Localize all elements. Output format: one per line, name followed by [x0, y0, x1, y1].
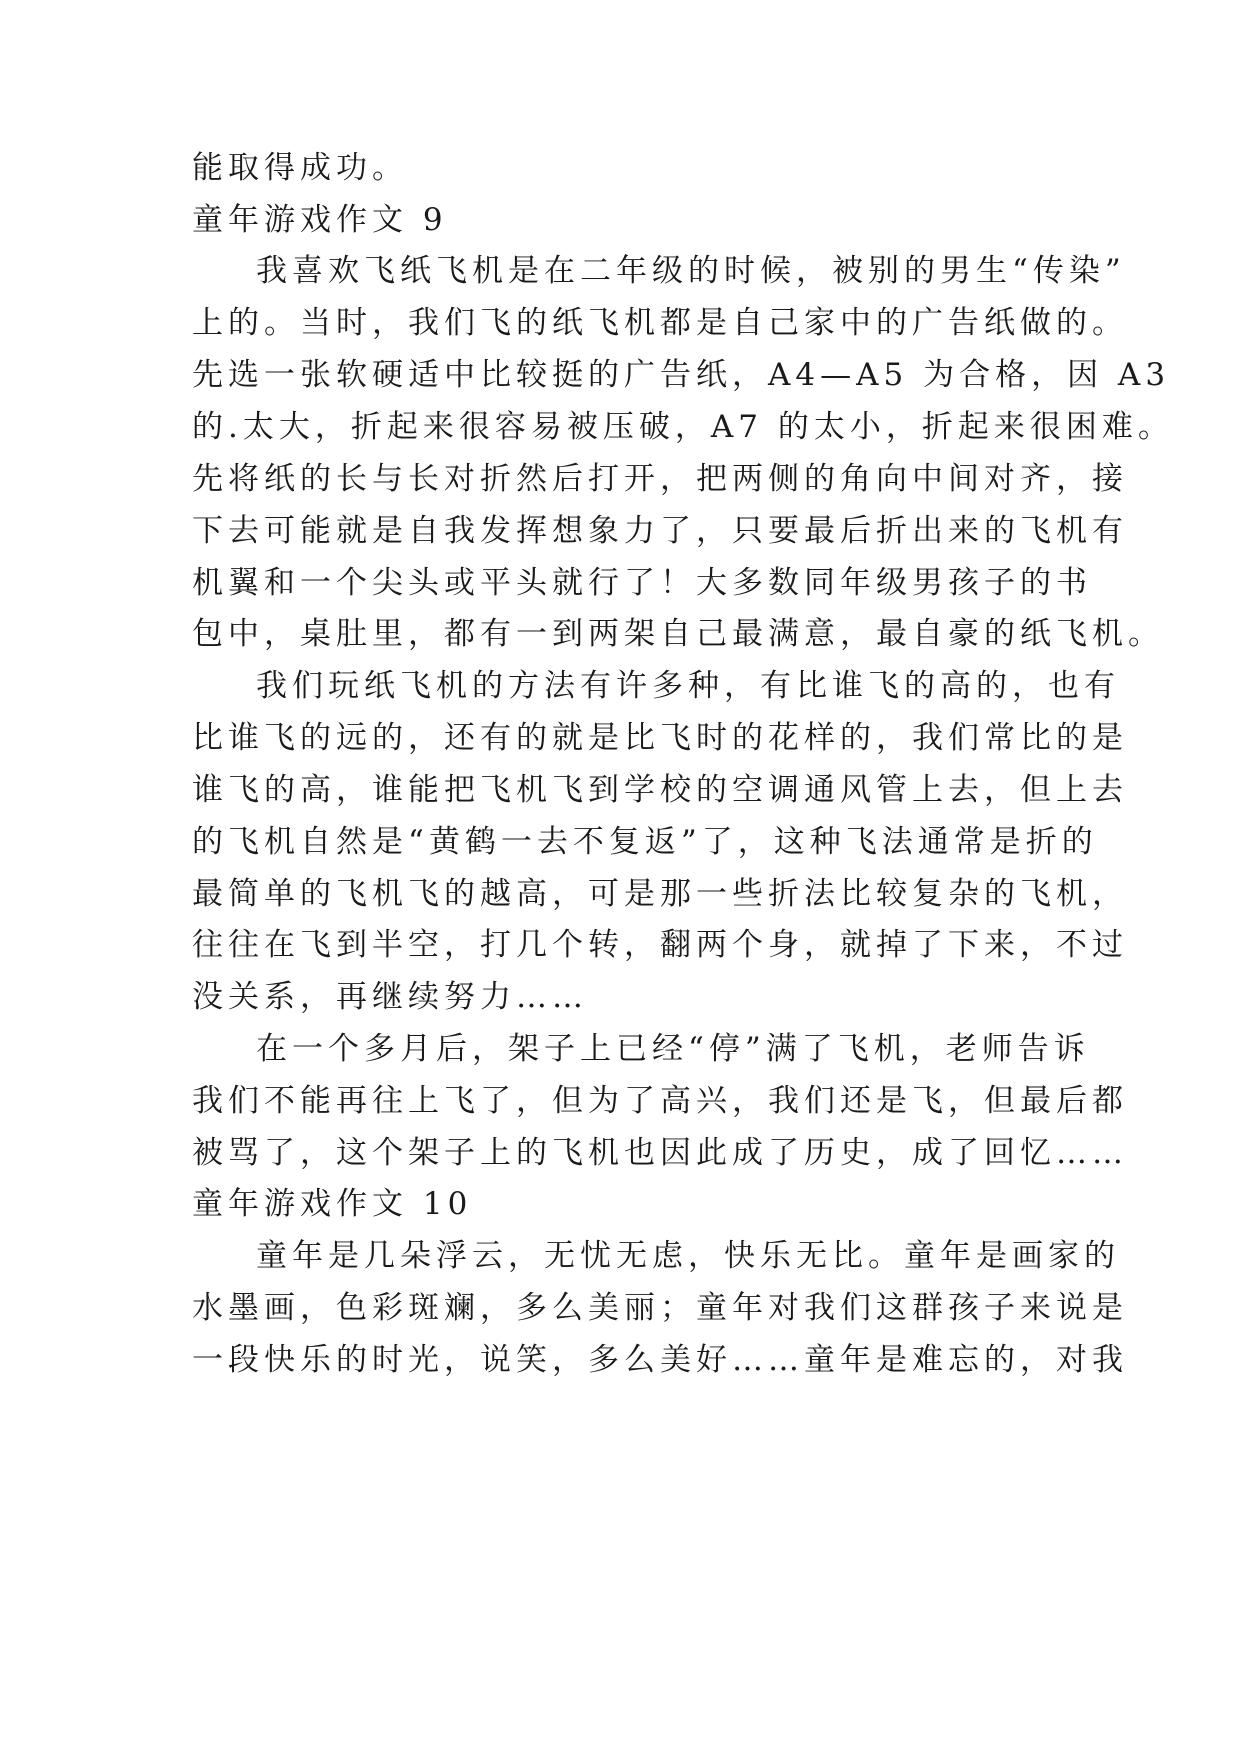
text-line: 最简单的飞机飞的越高，可是那一些折法比较复杂的飞机，: [192, 876, 1128, 912]
text-line: 先选一张软硬适中比较挺的广告纸，A4—A5 为合格，因 A3: [192, 357, 1171, 393]
text-line: 下去可能就是自我发挥想象力了，只要最后折出来的飞机有: [192, 513, 1128, 549]
text-line: 童年是几朵浮云，无忧无虑，快乐无比。童年是画家的: [256, 1238, 1120, 1274]
text-line: 一段快乐的时光，说笑，多么美好……童年是难忘的，对我: [192, 1342, 1128, 1378]
text-line: 上的。当时，我们飞的纸飞机都是自己家中的广告纸做的。: [192, 305, 1128, 341]
text-line: 没关系，再继续努力……: [192, 979, 588, 1015]
text-line: 往往在飞到半空，打几个转，翻两个身，就掉了下来，不过: [192, 927, 1128, 963]
text-line: 先将纸的长与长对折然后打开，把两侧的角向中间对齐，接: [192, 461, 1128, 497]
text-line: 我喜欢飞纸飞机是在二年级的时候，被别的男生“传染”: [256, 253, 1126, 289]
text-line: 机翼和一个尖头或平头就行了！大多数同年级男孩子的书: [192, 565, 1092, 601]
text-line: 比谁飞的远的，还有的就是比飞时的花样的，我们常比的是: [192, 720, 1128, 756]
text-line: 能取得成功。: [192, 150, 408, 186]
text-line: 我们不能再往上飞了，但为了高兴，我们还是飞，但最后都: [192, 1083, 1128, 1119]
text-line: 谁飞的高，谁能把飞机飞到学校的空调通风管上去，但上去: [192, 772, 1128, 808]
text-line: 包中，桌肚里，都有一到两架自己最满意，最自豪的纸飞机。: [192, 616, 1164, 652]
text-line: 我们玩纸飞机的方法有许多种，有比谁飞的高的，也有: [256, 668, 1120, 704]
section-heading: 童年游戏作文 10: [192, 1186, 473, 1222]
section-heading: 童年游戏作文 9: [192, 202, 448, 238]
text-line: 的飞机自然是“黄鹤一去不复返”了，这种飞法通常是折的: [192, 824, 1098, 860]
text-line: 的.太大，折起来很容易被压破，A7 的太小，折起来很困难。: [192, 409, 1174, 445]
text-line: 被骂了，这个架子上的飞机也因此成了历史，成了回忆……: [192, 1135, 1128, 1171]
text-line: 水墨画，色彩斑斓，多么美丽；童年对我们这群孩子来说是: [192, 1290, 1128, 1326]
text-line: 在一个多月后，架子上已经“停”满了飞机，老师告诉: [256, 1031, 1090, 1067]
